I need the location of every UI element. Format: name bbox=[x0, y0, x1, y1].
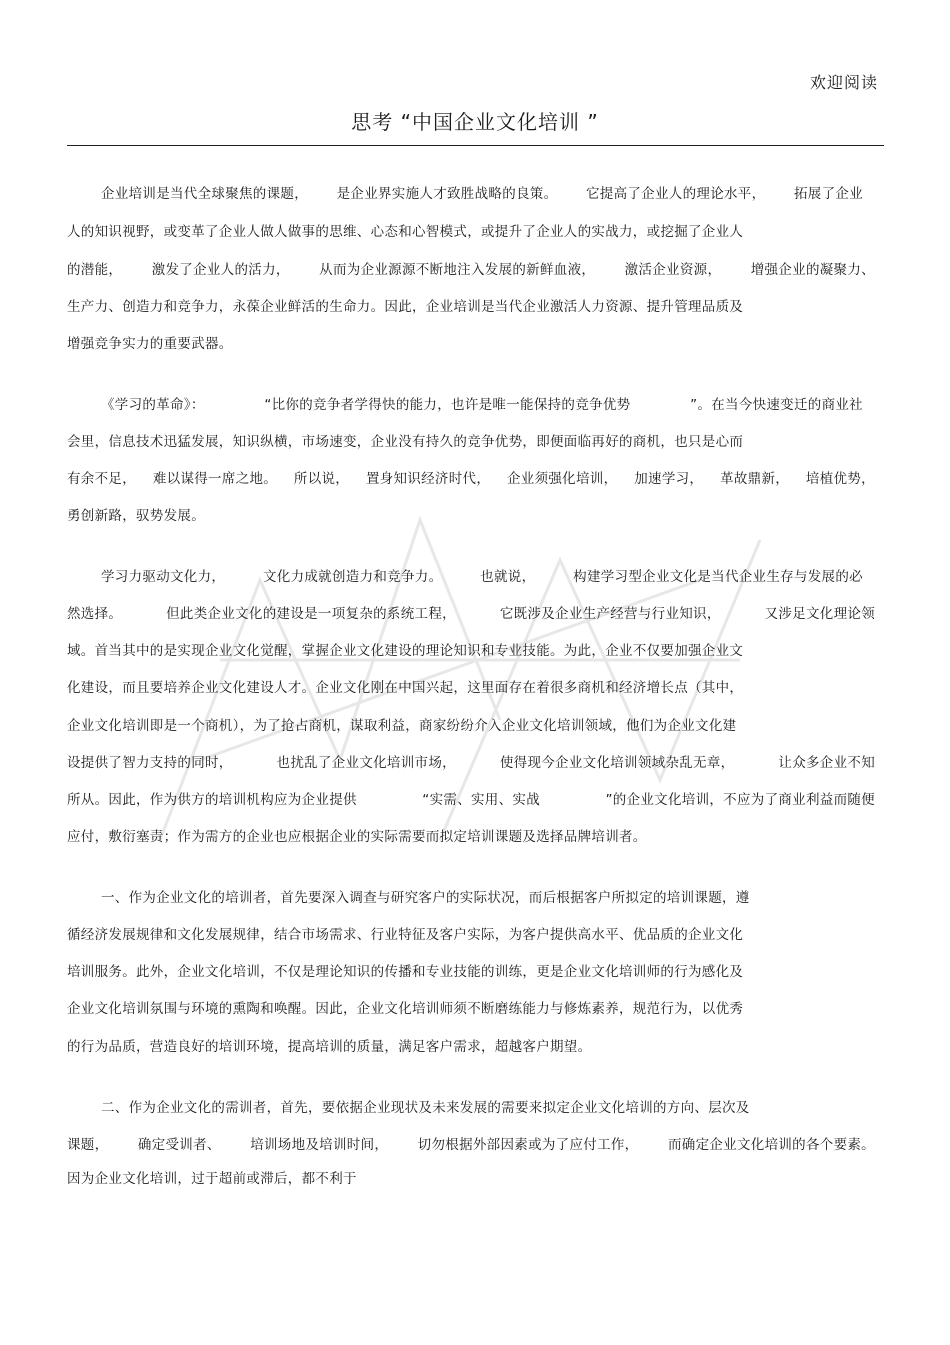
text-segment: 企业培训是当代全球聚焦的课题， bbox=[101, 186, 308, 202]
text-segment: 学习力驱动文化力， bbox=[101, 569, 226, 585]
title-divider bbox=[67, 145, 884, 146]
document-title: 思考 “中国企业文化培训 ” bbox=[351, 110, 599, 134]
paragraph-2-line-4 bbox=[67, 506, 205, 526]
paragraph-1-line-4 bbox=[67, 297, 743, 317]
watermark-stamp bbox=[140, 460, 790, 880]
text-segment: 因为企业文化培训，过于超前或滞后，都不利于 bbox=[67, 1171, 357, 1187]
paragraph-1-line-5 bbox=[67, 334, 233, 354]
text-segment: 但此类企业文化的建设是一项复杂的系统工程， bbox=[166, 606, 456, 622]
paragraph-3-line-5 bbox=[67, 716, 736, 736]
paragraph-3-line-3 bbox=[67, 641, 743, 661]
text-segment: 应付，敷衍塞责；作为需方的企业也应根据企业的实际需要而拟定培训课题及选择品牌培训者。 bbox=[67, 829, 647, 845]
text-segment: 一、作为企业文化的培训者，首先要深入调查与研究客户的实际状况，而后根据客户所拟定的培训课题，遵 bbox=[101, 890, 750, 906]
text-segment: 也就说， bbox=[480, 569, 536, 585]
text-segment: 置身知识经济时代， bbox=[365, 471, 491, 487]
paragraph-3-line-1 bbox=[101, 567, 863, 587]
paragraph-4-line-5 bbox=[67, 1037, 591, 1057]
text-segment: 从而为企业源源不断地注入发展的新鲜血液， bbox=[319, 262, 596, 278]
text-segment: 然选择。 bbox=[67, 606, 123, 622]
text-segment: 切勿根据外部因素或为了应付工作， bbox=[417, 1137, 639, 1153]
text-segment: 二、作为企业文化的需训者，首先，要依据企业现状及未来发展的需要来拟定企业文化培训的方向、层次及 bbox=[101, 1100, 750, 1116]
text-segment: ”的企业文化培训，不应为了商业利益而随便 bbox=[605, 792, 875, 808]
text-segment: 人的知识视野，或变革了企业人做人做事的思维、心态和心智模式，或提升了企业人的实战力，或挖掘了企业人 bbox=[67, 224, 744, 240]
text-segment: 循经济发展规律和文化发展规律，结合市场需求、行业特征及客户实际，为客户提供高水平、优品质的企业文化 bbox=[67, 927, 744, 943]
text-segment: 是企业界实施人才致胜战略的良策。 bbox=[336, 186, 558, 202]
text-segment: 生产力、创造力和竞争力，永葆企业鲜活的生命力。因此，企业培训是当代企业激活人力资源、提升管理品质及 bbox=[67, 299, 744, 315]
text-segment: 让众多企业不知 bbox=[778, 755, 875, 771]
text-segment: 加速学习， bbox=[634, 471, 704, 487]
text-segment: 培训场地及培训时间， bbox=[250, 1137, 389, 1153]
text-segment: 激发了企业人的活力， bbox=[151, 262, 290, 278]
text-segment: 企业文化培训即是一个商机），为了抢占商机，谋取利益，商家纷纷介入企业文化培训领域，他们为企业文化建 bbox=[67, 718, 737, 734]
text-segment: 域。首当其中的是实现企业文化觉醒，掌握企业文化建设的理论知识和专业技能。为此，企业不仅要加强企业文 bbox=[67, 643, 744, 659]
text-segment: 所从。因此，作为供方的培训机构应为企业提供 bbox=[67, 792, 357, 808]
paragraph-3-line-4 bbox=[67, 678, 743, 698]
paragraph-1-line-1 bbox=[101, 184, 863, 204]
paragraph-5-line-2 bbox=[67, 1135, 875, 1155]
text-segment: 的行为品质，营造良好的培训环境，提高培训的质量，满足客户需求，超越客户期望。 bbox=[67, 1039, 592, 1055]
paragraph-2-line-3 bbox=[67, 469, 875, 489]
paragraph-4-line-3 bbox=[67, 962, 743, 982]
paragraph-3-line-8 bbox=[67, 827, 647, 847]
text-segment: 培训服务。此外，企业文化培训，不仅是理论知识的传播和专业技能的训练，更是企业文化培训师的行为感化及 bbox=[67, 964, 744, 980]
text-segment: 课题， bbox=[67, 1137, 109, 1153]
text-segment: ”。在当今快速变迁的商业社 bbox=[690, 397, 863, 413]
paragraph-5-line-3 bbox=[67, 1169, 357, 1189]
paragraph-1-line-2 bbox=[67, 222, 743, 242]
paragraph-1-line-3 bbox=[67, 260, 875, 280]
text-segment: 难以谋得一席之地。 bbox=[152, 471, 278, 487]
text-segment: 设提供了智力支持的同时， bbox=[67, 755, 233, 771]
paragraph-4-line-1 bbox=[101, 888, 750, 908]
text-segment: 构建学习型企业文化是当代企业生存与发展的必 bbox=[573, 569, 863, 585]
text-segment: 培植优势， bbox=[805, 471, 875, 487]
text-segment: 有余不足， bbox=[67, 471, 136, 487]
text-segment: 的潜能， bbox=[67, 262, 123, 278]
text-segment: 拓展了企业 bbox=[794, 186, 863, 202]
text-segment: “比你的竞争者学得快的能力，也许是唯一能保持的竞争优势 bbox=[264, 397, 631, 413]
text-segment: 而确定企业文化培训的各个要素。 bbox=[667, 1137, 875, 1153]
text-segment: 确定受训者、 bbox=[137, 1137, 221, 1153]
text-segment: 化建设，而且要培养企业文化建设人才。企业文化刚在中国兴起，这里面存在着很多商机和经济增长点（其中， bbox=[67, 680, 744, 696]
text-segment: 革故鼎新， bbox=[720, 471, 790, 487]
text-segment: 勇创新路，驭势发展。 bbox=[67, 508, 205, 524]
paragraph-3-line-6 bbox=[67, 753, 875, 773]
text-segment: 文化力成就创造力和竞争力。 bbox=[262, 569, 443, 585]
paragraph-3-line-7 bbox=[67, 790, 875, 810]
text-segment: “实需、实用、实战 bbox=[422, 792, 540, 808]
text-segment: 激活企业资源， bbox=[624, 262, 722, 278]
paragraph-3-line-2 bbox=[67, 604, 875, 624]
paragraph-5-line-1 bbox=[101, 1098, 750, 1118]
text-segment: 会里，信息技术迅猛发展，知识纵横，市场速变，企业没有持久的竞争优势，即便面临再好的商机，也只是心而 bbox=[67, 434, 744, 450]
text-segment: 所以说， bbox=[293, 471, 350, 487]
paragraph-4-line-4 bbox=[67, 999, 743, 1019]
text-segment: 《学习的革命》： bbox=[101, 397, 205, 413]
header-welcome-note: 欢迎阅读 bbox=[809, 73, 878, 92]
text-segment: 也扰乱了企业文化培训市场， bbox=[276, 755, 456, 771]
text-segment: 又涉足文化理论领 bbox=[764, 606, 875, 622]
text-segment: 使得现今企业文化培训领域杂乱无章， bbox=[499, 755, 735, 771]
text-segment: 增强企业的凝聚力、 bbox=[750, 262, 875, 278]
paragraph-4-line-2 bbox=[67, 925, 743, 945]
paragraph-2-line-2 bbox=[67, 432, 743, 452]
text-segment: 企业文化培训氛围与环境的熏陶和唤醒。因此，企业文化培训师须不断磨练能力与修炼素养，规范行为，以优秀 bbox=[67, 1001, 744, 1017]
text-segment: 增强竞争实力的重要武器。 bbox=[67, 336, 233, 352]
text-segment: 它既涉及企业生产经营与行业知识， bbox=[499, 606, 721, 622]
paragraph-2-line-1 bbox=[101, 395, 863, 415]
text-segment: 企业须强化培训， bbox=[506, 471, 618, 487]
text-segment: 它提高了企业人的理论水平， bbox=[586, 186, 766, 202]
